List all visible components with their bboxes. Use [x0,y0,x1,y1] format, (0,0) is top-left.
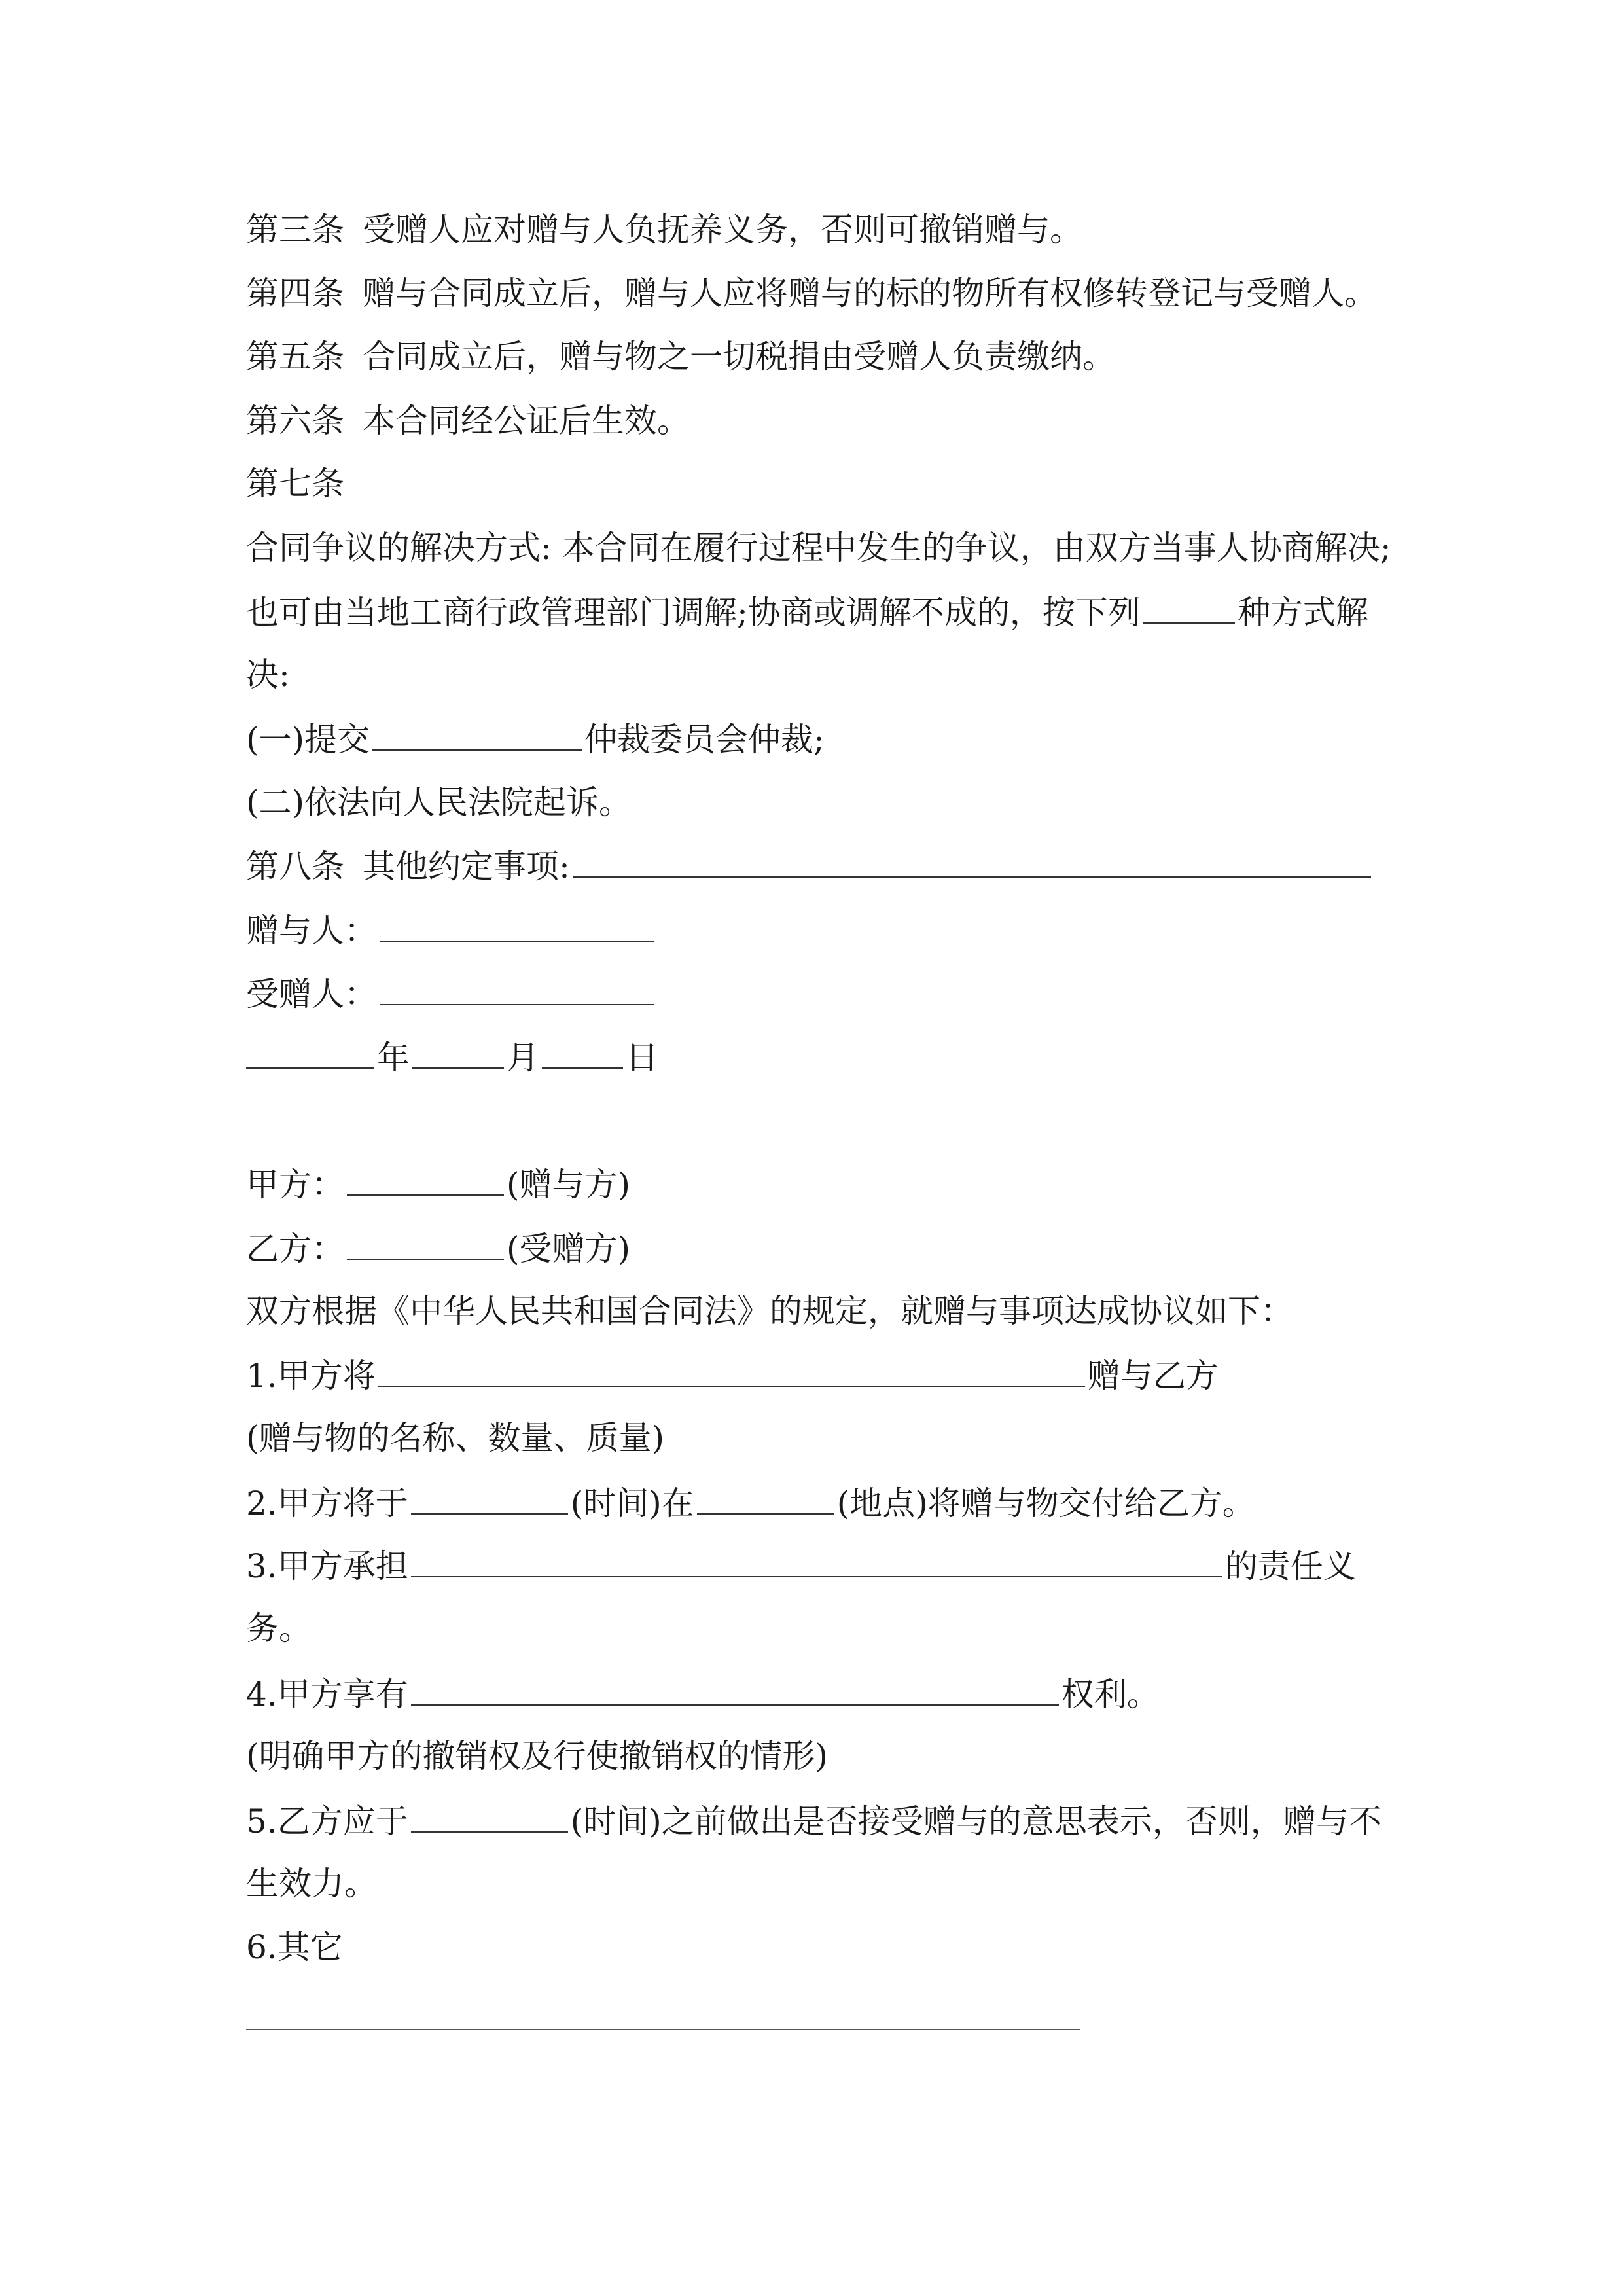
party-a-blank[interactable] [347,1162,504,1196]
day-blank[interactable] [542,1035,623,1069]
item-1-note: (赠与物的名称、数量、质量) [246,1419,665,1457]
article-7-line-3: 决: [246,656,290,694]
arbitration-option: (一)提交 仲裁委员会仲裁; [246,717,825,761]
article-number: 第五条 [246,338,344,376]
item-6: 6.其它 [246,1928,343,1966]
donee-signature: 受赠人： [246,971,657,1016]
item-1: 1.甲方将 赠与乙方 [246,1353,1219,1397]
signature-date: 年 月 日 [246,1035,658,1079]
acceptance-time-blank[interactable] [411,1799,568,1833]
donee-signature-blank[interactable] [380,971,654,1005]
responsibility-blank[interactable] [411,1543,1222,1577]
agreement-intro: 双方根据《中华人民共和国合同法》的规定，就赠与事项达成协议如下： [246,1292,1293,1330]
item-4: 4.甲方享有 权利。 [246,1672,1160,1716]
arbitration-committee-blank[interactable] [372,717,582,751]
article-4 [246,272,1377,315]
article-6 [246,399,690,442]
article-number: 第四条 [246,274,344,312]
delivery-time-blank[interactable] [411,1480,568,1515]
litigation-option: (二)依法向人民法院起诉。 [246,783,632,821]
delivery-place-blank[interactable] [697,1480,834,1515]
item-5-cont: 生效力。 [246,1865,377,1903]
other-terms-blank-line[interactable] [246,2029,1080,2030]
article-text: 合同成立后，赠与物之一切税捐由受赠人负责缴纳。 [363,338,1115,376]
article-text: 赠与合同成立后，赠与人应将赠与的标的物所有权修转登记与受赠人。 [363,274,1377,312]
article-8 [246,844,1374,888]
party-b-blank[interactable] [347,1226,504,1260]
article-3 [246,208,1082,251]
article-5 [246,335,1115,378]
rights-blank[interactable] [411,1672,1059,1706]
article-number: 第八条 [246,848,344,886]
item-4-note: (明确甲方的撤销权及行使撤销权的情形) [246,1737,829,1775]
article-number: 第三条 [246,211,344,249]
gift-description-blank[interactable] [378,1353,1085,1387]
item-3-cont: 务。 [246,1609,312,1647]
article-text: 其他约定事项: [363,848,570,886]
party-b: 乙方： (受赠方) [246,1226,630,1270]
donor-signature-blank[interactable] [380,908,654,942]
item-5: 5.乙方应于 (时间)之前做出是否接受赠与的意思表示，否则，赠与不 [246,1799,1382,1843]
article-number: 第七条 [246,465,344,503]
year-blank[interactable] [246,1035,374,1069]
method-count-blank[interactable] [1143,590,1235,624]
donor-signature: 赠与人： [246,908,657,952]
item-2: 2.甲方将于 (时间)在 (地点)将赠与物交付给乙方。 [246,1480,1255,1525]
article-number: 第六条 [246,402,344,440]
article-7-line-1: 合同争议的解决方式: 本合同在履行过程中发生的争议，由双方当事人协商解决; [246,529,1391,567]
article-text: 受赠人应对赠与人负抚养义务，否则可撤销赠与。 [363,211,1082,249]
article-7-line-2: 也可由当地工商行政管理部门调解;协商或调解不成的，按下列 种方式解 [246,590,1368,634]
item-3: 3.甲方承担 的责任义 [246,1543,1356,1588]
article-text: 本合同经公证后生效。 [363,402,690,440]
other-matters-blank[interactable] [573,844,1371,878]
month-blank[interactable] [412,1035,504,1069]
party-a: 甲方： (赠与方) [246,1162,630,1206]
article-7-heading [246,462,344,505]
